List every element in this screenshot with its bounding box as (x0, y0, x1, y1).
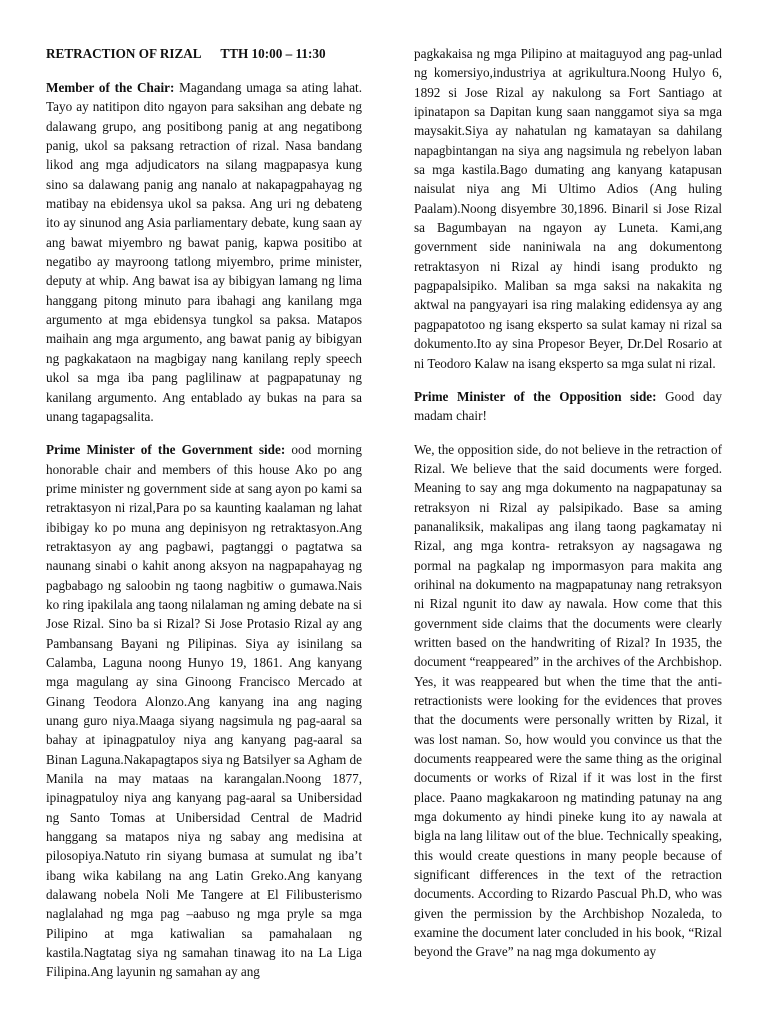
opposition-pm-greeting-paragraph (414, 387, 722, 426)
title-text: RETRACTION OF RIZAL (46, 46, 201, 61)
government-pm-speech-text: ood morning honorable chair and members of this house Ako po ang prime minister ng government side at sang ayon po kami sa retraktasyon ni rizal,Para po sa kaunting kaalaman ng lahat ibibigay ko po muna ang depinisyon ng retraktasyon.Ang retraktasyon ay ang pagbawi, pagtanggi o pagtatwa sa naunang sinabi o kahit anong aksyon na nagpapahayag ng pagbabago ng saloobin ng taong nagbitiw o gumawa.Nais ko ring ipakilala ang taong nilalaman ng aming debate na si Jose Rizal. Sino ba si Rizal? Si Jose Protasio Rizal ay ang Pambansang Bayani ng Pilipinas. Siya ay isinilang sa Calamba, Laguna noong Hunyo 19, 1861. Ang kanyang mga magulang ay sina Ginoong Francisco Mercado at Ginang Teodora Alonzo.Ang kanyang ina ang naging unang guro niya.Maaga siyang nagsimula ng pag-aaral sa bahay at ipinagpatuloy niya ang kanyang pag-aaral sa Binan Laguna.Nakapagtapos siya ng Batsilyer sa Agham de Manila na may mataas na karangalan.Noong 1877, ipinagpatuloy niya ang kanyang pag-aaral sa Unibersidad ng Santo Tomas at Unibersidad Central de Madrid hanggang sa matapos niya ng sabay ang medisina at pilosopiya.Natuto rin siyang bumasa at sumulat ng iba’t ibang wika kabilang na ang Latin Greko.Ang kanyang dalawang nobela Noli Me Tangere at El Filibusterismo naglalahad ng mga pag –aabuso ng mga pryle sa mga Pilipino at mga katiwalian sa pamahalaan ng kastila.Nagtatag siya ng samahan tinawag ito na La Liga Filipina.Ang layunin ng samahan ay ang (46, 442, 362, 980)
opposition-pm-argument-paragraph (414, 440, 722, 962)
opposition-pm-argument-text: We, the opposition side, do not believe in the retraction of Rizal. We believe that the said documents were forged. Meaning to say ang mga dokumento na nagpapatunay sa retraksyon ni Rizal ay palsipikado. Base sa aming pananaliksik, makalipas ang ilang taong pagkamatay ni Rizal, ang mga kontra- retraksyon ay nagsagawa ng pormal na pagkalap ng impormasyon para makita ang orihinal na dokumento na magpapatunay nang retraksyon ni Rizal ngunit ito daw ay nawala. How come that this government side claims that the documents were clearly written based on the handwriting of Rizal? In 1935, the document “reappeared” in the archives of the Archbishop. Yes, it was reappeared but when the time that the anti- retractionists were looking for the evidences that proves that the documents were personally written by Rizal, it was lost naman. So, how would you convince us that the documents reappeared were the same thing as the original documents or works of Rizal if it was lost in the first place. Paano magkakaroon ng matinding patunay na ang mga dokumento ay hindi pineke kung ito ay nawala at bigla na lang lilitaw out of the blue. Technically speaking, this would create questions in many people because of significant differences in the text of the retraction documents. According to Rizardo Pascual Ph.D, who was given the permission by the Archbishop Nozaleda, to examine the document later concluded in his book, “Rizal beyond the Grave” na nag mga dokumento ay (414, 441, 722, 960)
chair-speaker-label: Member of the Chair: (46, 80, 175, 95)
opposition-pm-speaker-label: Prime Minister of the Opposition side: (414, 388, 657, 404)
class-schedule: TTH 10:00 – 11:30 (220, 46, 326, 61)
government-pm-continued-text: pagkakaisa ng mga Pilipino at maitaguyod ang pag-unlad ng komersiyo,industriya at agrikultura.Noong Hulyo 6, 1892 si Jose Rizal ay nakulong sa Fort Santiago at ipinatapon sa Dapitan kung saan nanggamot siya sa mga maysakit.Siya ay nahatulan ng kamatayan sa dahilang napagbintangan na siya ang nagsimula ng rebelyon laban sa mga kastila.Bago dumating ang kanyang katapusan naisulat niya ang Mi Ultimo Adios (Ang huling Paalam).Noong disyembre 30,1896. Binaril si Jose Rizal sa Bagumbayan na ngayon ay Luneta. Kami,ang government side naniniwala na ang dokumentong retraktasyon ni Rizal ay hindi isang produkto ng pagpapalsipiko. Maliban sa mga saksi na nakakita ng aktwal na pangyayari isa ring malaking edidensya ay ang pagpapatotoo ng isang eksperto sa sulat kamay ni rizal sa dokumento.Ito ay sina Propesor Beyer, Dr.Del Rosario at ni Teodoro Kalaw na isang eksperto sa mga sulat ni rizal. (414, 46, 722, 371)
left-column (46, 44, 362, 996)
government-pm-continued-paragraph (414, 44, 722, 373)
chair-paragraph (46, 78, 362, 426)
government-pm-speaker-label: Prime Minister of the Government side: (46, 442, 286, 458)
chair-speech-text: Magandang umaga sa ating lahat. Tayo ay natitipon dito ngayon para saksihan ang debate ng dalawang grupo, ang positibong panig at ang negatibong panig, ukol sa paksang retraction of rizal. Nasa bandang likod ang mga adjudicators na silang magpapasya kung sino sa dalawang panig ang nanalo at nakapagpahayag ng matibay na ebidensya ukol sa paksa. Ang uri ng debateng ito ay sinunod ang Asia parliamentary debate, kung saan ay ang bawat miyembro ng bawat panig, kapwa positibo at negatibo ay mayroong tatlong miyembro, prime minister, deputy at whip. Ang bawat isa ay bibigyan lamang ng lima hanggang pitong minuto para ibahagi ang kanilang mga argumento at mga ebidensya tungkol sa paksa. Matapos maihain ang mga argumento, ang bawat panig ay bibigyan ng pagkakataon na magbigay nang kanilang reply speech ukol sa mga iba pang paglilinaw at pagpapatunay ng kanilang argumento. Ang entablado ay bukas na para sa unang tagapagsalita. (46, 80, 363, 424)
right-column (414, 44, 722, 976)
government-pm-paragraph (46, 440, 362, 982)
opposition-pm-greeting-text: Good day madam chair! (414, 388, 722, 424)
document-title (46, 44, 362, 63)
